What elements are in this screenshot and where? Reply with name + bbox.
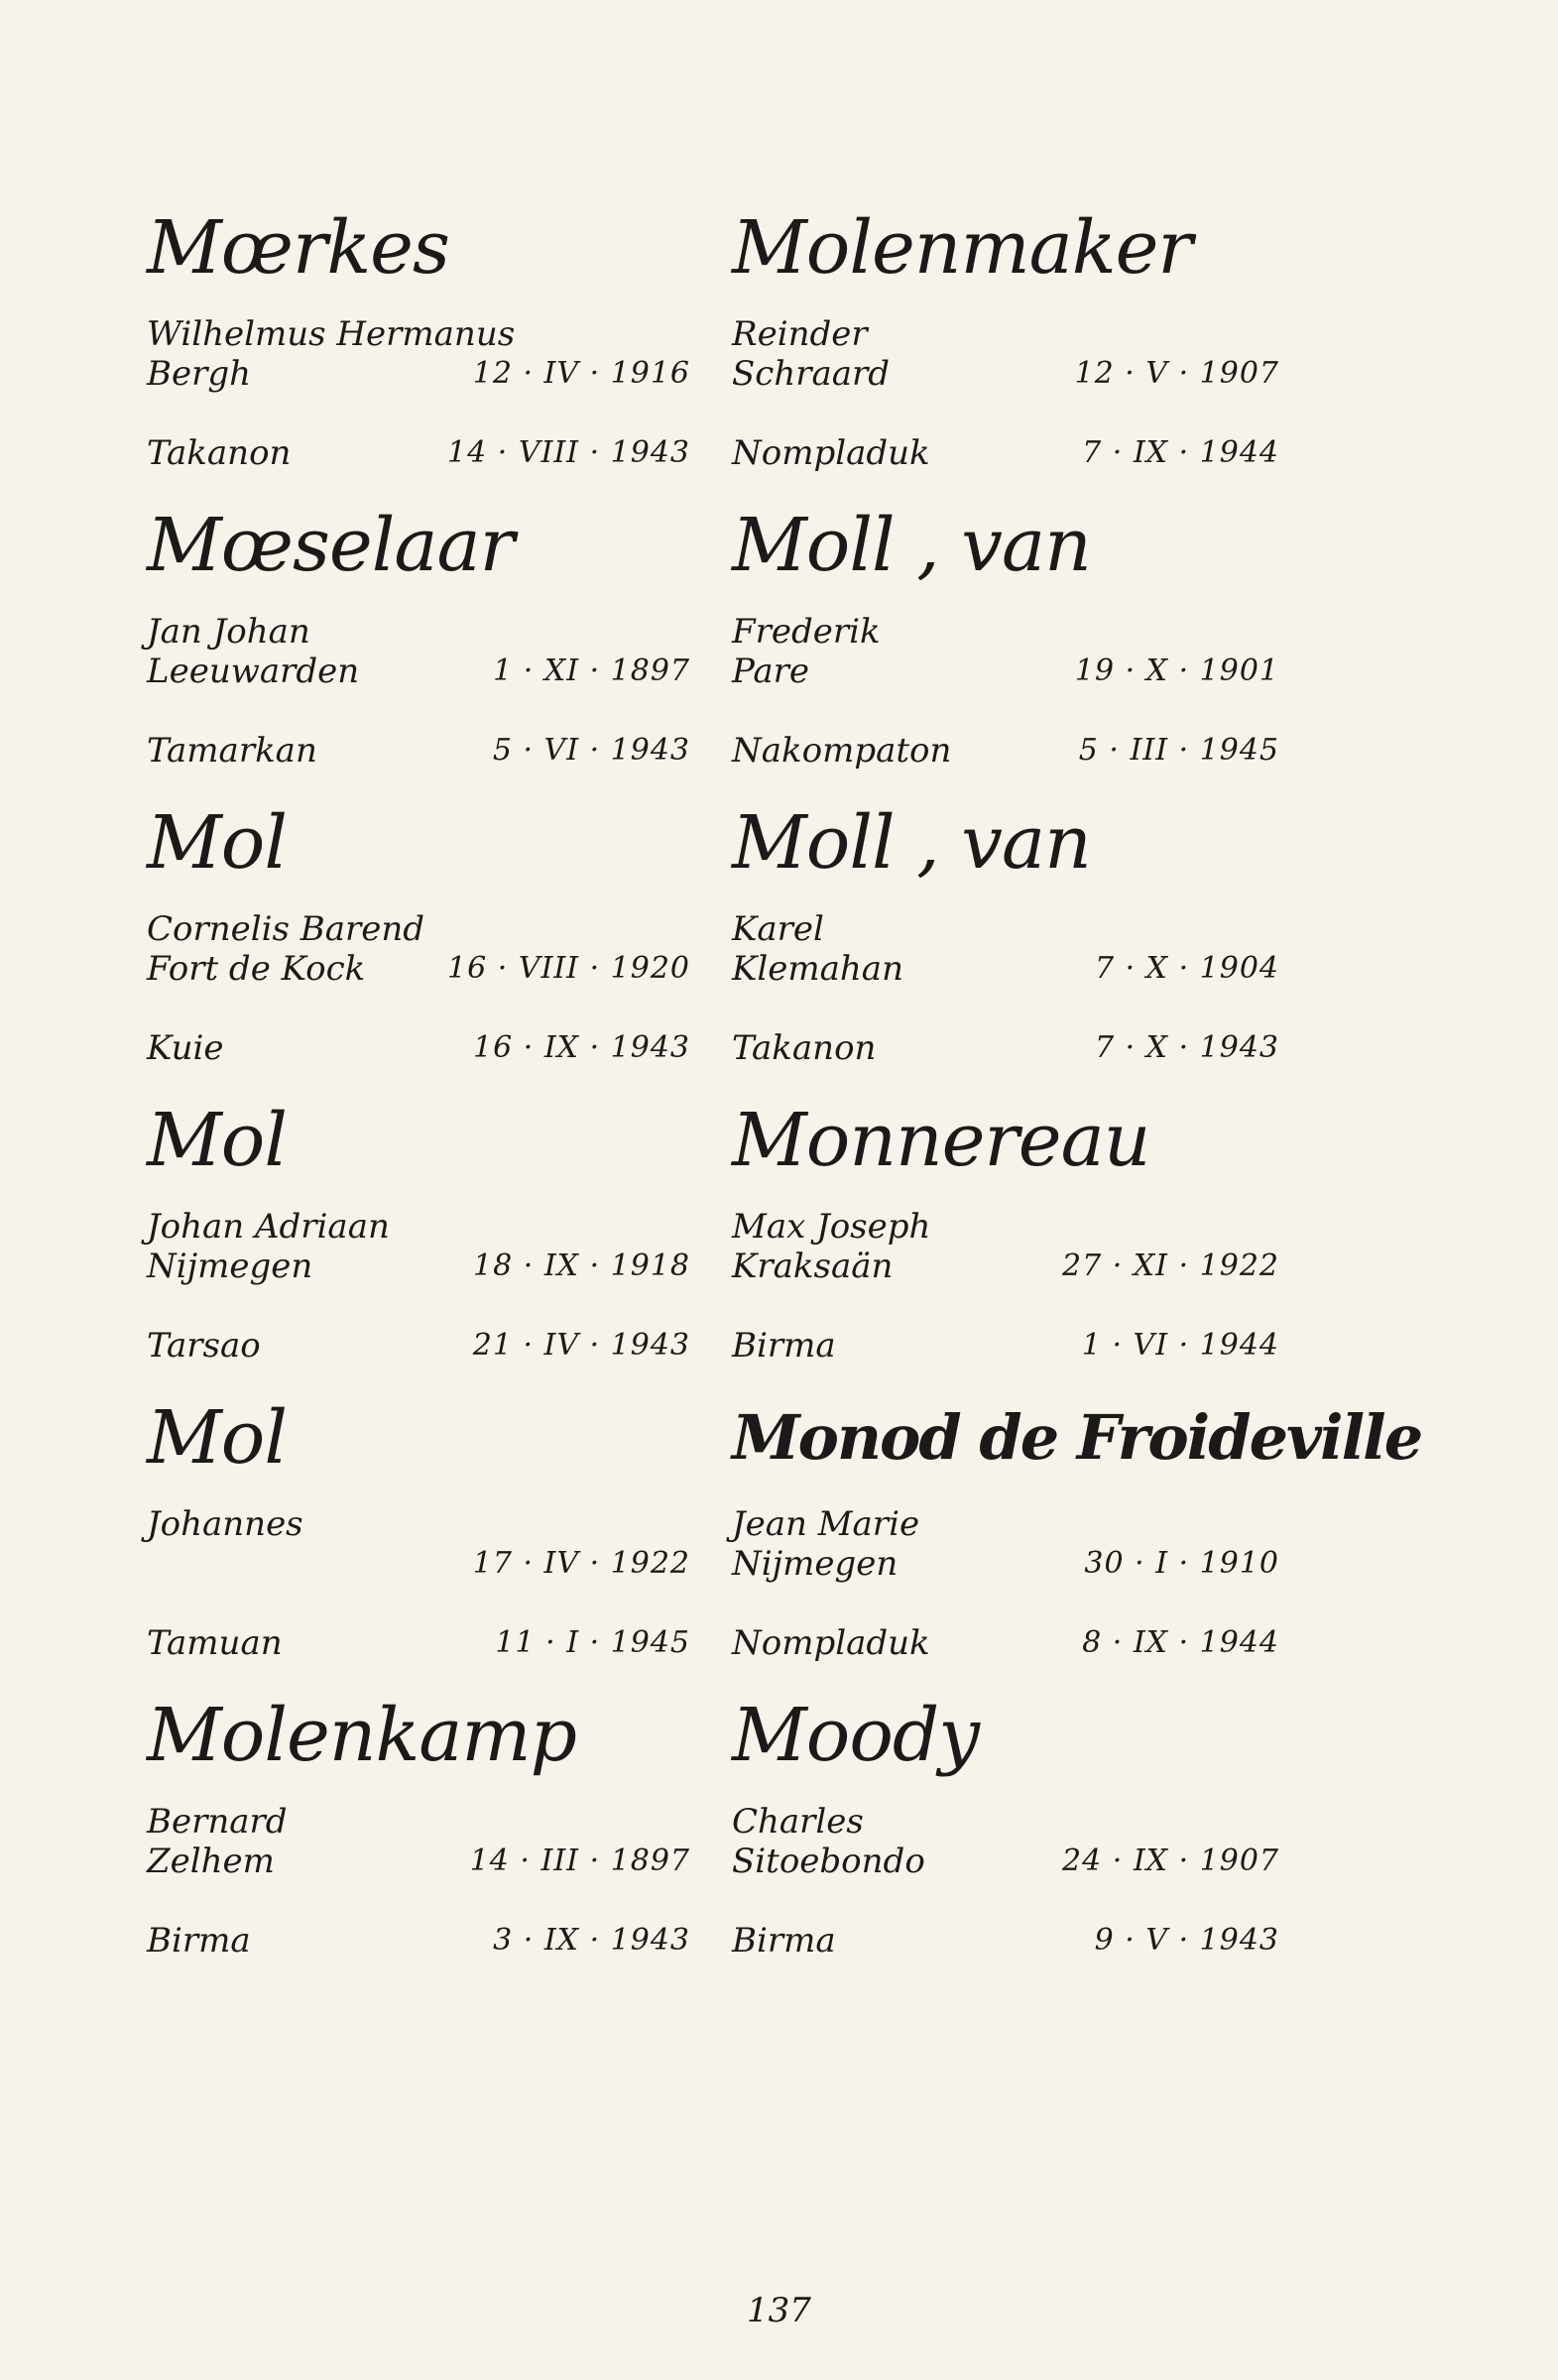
birth-date: 18 · IX · 1918	[473, 1249, 690, 1283]
birth-date: 12 · IV · 1916	[472, 356, 690, 391]
given-names: Charles	[732, 1802, 864, 1842]
name-entry	[147, 203, 690, 501]
given-names: Karel	[732, 909, 824, 949]
surname: Mol	[147, 800, 287, 886]
death-place: Tarsao	[147, 1326, 261, 1366]
given-names: Frederik	[732, 612, 881, 652]
surname: Moll , van	[732, 800, 1091, 886]
birthplace: Zelhem	[147, 1842, 275, 1881]
birth-date: 7 · X · 1904	[1094, 951, 1279, 986]
death-date: 1 · VI · 1944	[1081, 1328, 1279, 1363]
birthplace: Sitoebondo	[732, 1842, 925, 1881]
given-names: Max Joseph	[732, 1207, 931, 1247]
birth-date: 27 · XI · 1922	[1062, 1249, 1279, 1283]
birthplace: Nijmegen	[147, 1247, 313, 1286]
surname: Molenkamp	[147, 1693, 576, 1778]
death-place: Birma	[732, 1326, 836, 1366]
death-date: 9 · V · 1943	[1094, 1923, 1279, 1958]
death-date: 3 · IX · 1943	[493, 1923, 690, 1958]
birthplace: Pare	[732, 652, 809, 691]
given-names: Cornelis Barend	[147, 909, 425, 949]
death-place: Birma	[147, 1921, 251, 1961]
death-date: 21 · IV · 1943	[472, 1328, 690, 1363]
death-place: Tamuan	[147, 1623, 283, 1663]
surname: Monnereau	[732, 1098, 1150, 1183]
birth-date: 17 · IV · 1922	[472, 1546, 690, 1581]
surname: Mol	[147, 1098, 287, 1183]
death-place: Tamarkan	[147, 731, 317, 771]
name-entry	[147, 1691, 690, 1988]
name-entry	[732, 1691, 1279, 1988]
given-names: Wilhelmus Hermanus	[147, 314, 516, 354]
surname: Monod de Froideville	[732, 1401, 1422, 1474]
page-number: 137	[747, 2291, 811, 2330]
death-place: Kuie	[147, 1028, 224, 1068]
given-names: Jan Johan	[147, 612, 310, 652]
given-names: Johannes	[147, 1504, 303, 1544]
birth-date: 16 · VIII · 1920	[447, 951, 690, 986]
name-entry	[147, 501, 690, 798]
name-entry	[732, 501, 1279, 798]
surname: Mœrkes	[147, 205, 449, 291]
surname: Moody	[732, 1693, 980, 1778]
name-entry	[147, 1096, 690, 1393]
given-names: Johan Adriaan	[147, 1207, 390, 1247]
death-date: 11 · I · 1945	[495, 1625, 690, 1660]
surname: Moll , van	[732, 503, 1091, 588]
birthplace: Schraard	[732, 354, 891, 394]
death-date: 16 · IX · 1943	[473, 1030, 690, 1065]
name-entry	[732, 798, 1279, 1096]
death-place: Takanon	[732, 1028, 877, 1068]
birthplace: Klemahan	[732, 949, 903, 989]
birthplace: Bergh	[147, 354, 252, 394]
death-date: 14 · VIII · 1943	[447, 435, 690, 470]
birth-date: 14 · III · 1897	[469, 1844, 690, 1878]
death-place: Takanon	[147, 433, 292, 473]
surname: Molenmaker	[732, 205, 1192, 291]
birth-date: 1 · XI · 1897	[493, 654, 690, 688]
death-date: 7 · X · 1943	[1094, 1030, 1279, 1065]
birthplace: Leeuwarden	[147, 652, 360, 691]
name-entry	[732, 203, 1279, 501]
death-place: Birma	[732, 1921, 836, 1961]
given-names: Bernard	[147, 1802, 288, 1842]
birthplace: Fort de Kock	[147, 949, 366, 989]
birth-date: 19 · X · 1901	[1074, 654, 1279, 688]
given-names: Reinder	[732, 314, 868, 354]
death-date: 5 · VI · 1943	[492, 733, 690, 768]
death-place: Nompladuk	[732, 1623, 930, 1663]
birth-date: 12 · V · 1907	[1074, 356, 1279, 391]
birthplace: Kraksaän	[732, 1247, 894, 1286]
name-entry	[147, 1393, 690, 1691]
name-entry	[147, 798, 690, 1096]
given-names: Jean Marie	[732, 1504, 920, 1544]
surname: Mœselaar	[147, 503, 514, 588]
death-date: 5 · III · 1945	[1078, 733, 1279, 768]
surname: Mol	[147, 1395, 287, 1481]
death-place: Nompladuk	[732, 433, 930, 473]
birth-date: 24 · IX · 1907	[1062, 1844, 1279, 1878]
name-entry	[732, 1393, 1422, 1691]
birth-date: 30 · I · 1910	[1084, 1546, 1279, 1581]
name-entry	[732, 1096, 1279, 1393]
death-date: 7 · IX · 1944	[1082, 435, 1279, 470]
death-place: Nakompaton	[732, 731, 952, 771]
death-date: 8 · IX · 1944	[1082, 1625, 1279, 1660]
birthplace: Nijmegen	[732, 1544, 899, 1584]
